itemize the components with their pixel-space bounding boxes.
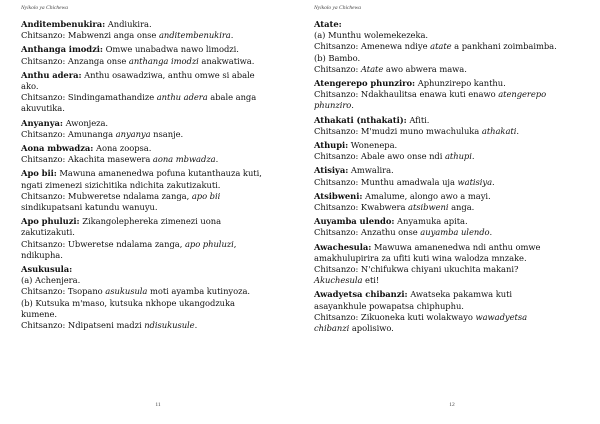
entry-text: zakutizakuti. <box>21 227 75 238</box>
entry-text: Chitsanzo: Zikuoneka kuti wolakwayo <box>314 311 476 322</box>
entry-line <box>21 239 288 250</box>
example-term: atsibweni <box>408 202 449 213</box>
entry-text: Chitsanzo: Mabwenzi anga onse <box>21 30 159 41</box>
headword: Apo phuluzi: <box>21 216 80 227</box>
example-term: aona mbwadza <box>152 154 216 165</box>
entry-line <box>314 126 588 137</box>
headword: Atate: <box>314 19 342 29</box>
entry-line <box>314 202 588 213</box>
dictionary-entry <box>21 143 288 165</box>
example-term: athupi <box>444 151 472 162</box>
entry-text: (a) Munthu wolemekezeka. <box>314 30 429 41</box>
entry-text: awo abwera mawa. <box>383 63 467 74</box>
entry-line <box>314 312 588 323</box>
headword: Anthanga imodzi: <box>21 44 103 55</box>
entry-line <box>21 129 288 140</box>
headword: Atsibweni: <box>314 190 363 201</box>
entry-line <box>21 154 288 165</box>
entry-line <box>314 64 588 75</box>
entry-headline <box>21 264 288 275</box>
entry-text: . <box>516 125 519 136</box>
entry-line <box>314 41 588 52</box>
entry-text: Chitsanzo: Ndakhaulitsa enawa kuti enawo <box>314 89 499 100</box>
dictionary-entries <box>21 19 288 331</box>
entry-headline <box>21 19 288 30</box>
entry-text: Mawuna amanenedwa pofuna kutanthauza kuti, <box>56 168 262 179</box>
entry-headline <box>314 216 588 227</box>
entry-text: nsanje. <box>150 128 184 139</box>
entry-line <box>314 275 588 286</box>
entry-line <box>314 30 588 41</box>
entry-text: Chitsanzo: Ubweretse ndalama zanga, <box>21 238 185 249</box>
entry-text: ngati zimenezi sizichitika ndichita zakutizakuti. <box>21 179 221 190</box>
entry-line <box>21 92 288 103</box>
example-term: anditembenukira <box>158 30 231 41</box>
dictionary-entry <box>314 140 588 162</box>
entry-line <box>314 53 588 64</box>
example-term: wawadyetsa <box>475 311 528 322</box>
entry-headline <box>314 140 588 151</box>
headword: Asukusula: <box>21 264 73 275</box>
entry-text: ako. <box>21 81 39 92</box>
right-page <box>300 0 600 424</box>
entry-text: anga. <box>448 202 475 213</box>
entry-text: Chitsanzo: Anzathu onse <box>314 227 421 238</box>
example-term: anyanya <box>115 128 151 139</box>
entry-headline <box>21 168 288 179</box>
entry-text: Chitsanzo: Sindingamathandize <box>21 92 157 103</box>
entry-line <box>314 253 588 264</box>
entry-text: eti! <box>362 275 380 286</box>
entry-text: Chitsanzo: N'chifukwa chiyani ukuchita makani? <box>314 264 519 275</box>
example-term: apo bii <box>191 190 221 201</box>
running-head: Nyikolo ya Chichewa <box>314 5 362 11</box>
example-term: Atate <box>360 63 384 74</box>
entry-text: . <box>215 154 219 165</box>
entry-text: (b) Kutsuka m'maso, kutsuka nkhope ukangodzuka <box>21 297 235 308</box>
example-term: ndisukusule <box>144 320 195 331</box>
entry-line <box>21 286 288 297</box>
entry-text: Andiukira. <box>105 19 152 29</box>
dictionary-entry <box>21 70 288 115</box>
entry-text: Aphunzirepo kanthu. <box>415 78 506 89</box>
dictionary-entry <box>314 165 588 187</box>
example-term: atengerepo <box>498 89 547 100</box>
entry-line <box>21 309 288 320</box>
entry-text: Chitsanzo: Amunanga <box>21 128 116 139</box>
entry-line <box>314 323 588 334</box>
entry-text: . <box>471 151 475 162</box>
entry-text: Chitsanzo: Mubweretse ndalama zanga, <box>21 190 192 201</box>
running-head: Nyikolo ya Chichewa <box>21 5 69 11</box>
entry-text: Zikangolephereka zimenezi uona <box>79 216 222 227</box>
entry-text: . <box>194 320 198 331</box>
headword: Awachesula: <box>314 241 372 252</box>
example-term: anthu adera <box>156 92 208 103</box>
entry-text: moti ayamba kutinyoza. <box>147 286 251 297</box>
entry-text: kumene. <box>21 308 58 319</box>
entry-text: Afiti. <box>406 114 430 125</box>
entry-text: amakhulupirira za ufiti kuti wina walodza mnzake. <box>314 252 527 263</box>
example-term: auyamba ulendo <box>420 227 490 238</box>
entry-line <box>21 298 288 309</box>
entry-text: Chitsanzo: Kwabwera <box>314 202 409 213</box>
entry-headline <box>21 70 288 81</box>
entry-line <box>21 103 288 114</box>
headword: Awadyetsa chibanzi: <box>314 289 408 300</box>
entry-headline <box>314 191 588 202</box>
example-term: chibanzi <box>314 323 350 334</box>
entry-text: . <box>489 227 493 238</box>
dictionary-entry <box>314 78 588 112</box>
entry-text: Anyamuka apita. <box>394 216 468 227</box>
dictionary-entry <box>314 289 588 334</box>
entry-line <box>21 227 288 238</box>
dictionary-entry <box>21 264 288 331</box>
headword: Atisiya: <box>314 165 349 176</box>
entry-line <box>314 89 588 100</box>
entry-headline <box>314 78 588 89</box>
entry-headline <box>314 165 588 176</box>
entry-text: abale anga <box>207 92 257 103</box>
page-number: 11 <box>155 402 161 408</box>
entry-line <box>21 81 288 92</box>
entry-line <box>21 30 288 41</box>
example-term: athakati <box>481 125 517 136</box>
entry-text: . <box>230 30 234 41</box>
dictionary-entry <box>314 191 588 213</box>
entry-text: anakwatiwa. <box>198 55 255 66</box>
entry-text: a pankhani zoimbaimba. <box>451 41 557 52</box>
entry-text: Awatseka pakamwa kuti <box>407 289 513 300</box>
entry-text: Chitsanzo: Amenewa ndiye <box>314 41 431 52</box>
dictionary-entry <box>314 242 588 287</box>
entry-text: Anthu osawadziwa, anthu omwe si abale <box>81 69 255 80</box>
entry-text: . <box>351 100 354 111</box>
entry-line <box>21 191 288 202</box>
example-term: asukusula <box>105 286 148 297</box>
entry-text: Wonenepa. <box>348 140 398 151</box>
entry-headline <box>314 242 588 253</box>
entry-line <box>314 301 588 312</box>
dictionary-entry <box>21 168 288 213</box>
entry-text: Awonjeza. <box>62 117 109 128</box>
dictionary-entry <box>314 115 588 137</box>
entry-headline <box>21 118 288 129</box>
entry-text: Chitsanzo: Munthu amadwala uja <box>314 176 458 187</box>
entry-line <box>21 56 288 67</box>
entry-line <box>314 151 588 162</box>
entry-line <box>21 202 288 213</box>
entry-line <box>314 100 588 111</box>
dictionary-entry <box>21 44 288 66</box>
example-term: anthanga imodzi <box>128 55 199 66</box>
entry-text: Chitsanzo: M'mudzi muno mwachuluka <box>314 125 482 136</box>
entry-line <box>314 264 588 275</box>
entry-text: Aona zoopsa. <box>93 143 152 154</box>
headword: Apo bii: <box>21 168 57 179</box>
entry-text: Amwalira. <box>348 165 394 176</box>
entry-line <box>21 275 288 286</box>
headword: Atengerepo phunziro: <box>314 78 416 89</box>
entry-text: . <box>492 176 495 187</box>
entry-text: apolisiwo. <box>349 323 394 334</box>
entry-line <box>314 177 588 188</box>
entry-headline <box>21 143 288 154</box>
entry-text: akuvutika. <box>21 103 65 114</box>
dictionary-entry <box>21 216 288 261</box>
entry-text: Chitsanzo: Ndipatseni madzi <box>21 320 145 331</box>
dictionary-entry <box>314 19 588 75</box>
example-term: phunziro <box>314 100 352 111</box>
entry-headline <box>21 44 288 55</box>
headword: Anyanya: <box>21 117 63 128</box>
entry-line <box>21 180 288 191</box>
example-term: apo phuluzi <box>184 238 234 249</box>
example-term: atate <box>430 41 452 52</box>
entry-text: Amalume, alongo awo a mayi. <box>362 190 491 201</box>
headword: Auyamba ulendo: <box>314 216 395 227</box>
entry-headline <box>314 19 588 30</box>
entry-text: Chitsanzo: Abale awo onse ndi <box>314 151 445 162</box>
example-term: watisiya <box>457 176 493 187</box>
page-number: 12 <box>449 402 455 408</box>
entry-text: Chitsanzo: Akachita masewera <box>21 154 153 165</box>
headword: Aona mbwadza: <box>21 143 94 154</box>
entry-headline <box>21 216 288 227</box>
example-term: Akuchesula <box>314 275 363 286</box>
entry-text: Chitsanzo: <box>314 63 361 74</box>
entry-headline <box>314 115 588 126</box>
entry-text: Mawuwa amanenedwa ndi anthu omwe <box>371 241 541 252</box>
dictionary-entry <box>314 216 588 238</box>
entry-line <box>21 250 288 261</box>
entry-text: Chitsanzo: Tsopano <box>21 286 106 297</box>
dictionary-entries <box>314 19 588 334</box>
headword: Athakati (nthakati): <box>314 114 407 125</box>
headword: Athupi: <box>314 140 349 151</box>
entry-text: (b) Bambo. <box>314 52 361 63</box>
dictionary-entry <box>21 118 288 140</box>
entry-text: Chitsanzo: Anzanga onse <box>21 55 129 66</box>
entry-text: , <box>233 238 237 249</box>
entry-headline <box>314 289 588 300</box>
entry-text: Omwe unabadwa nawo limodzi. <box>102 44 239 55</box>
entry-line <box>314 227 588 238</box>
entry-text: (a) Achenjera. <box>21 275 81 286</box>
entry-line <box>21 320 288 331</box>
entry-text: ndikupha. <box>21 249 63 260</box>
headword: Anditembenukira: <box>21 19 106 29</box>
headword: Anthu adera: <box>21 69 82 80</box>
dictionary-entry <box>21 19 288 41</box>
entry-text: asayankhule powapatsa chiphuphu. <box>314 300 464 311</box>
entry-text: sindikupatsani katundu wanuyu. <box>21 202 158 213</box>
